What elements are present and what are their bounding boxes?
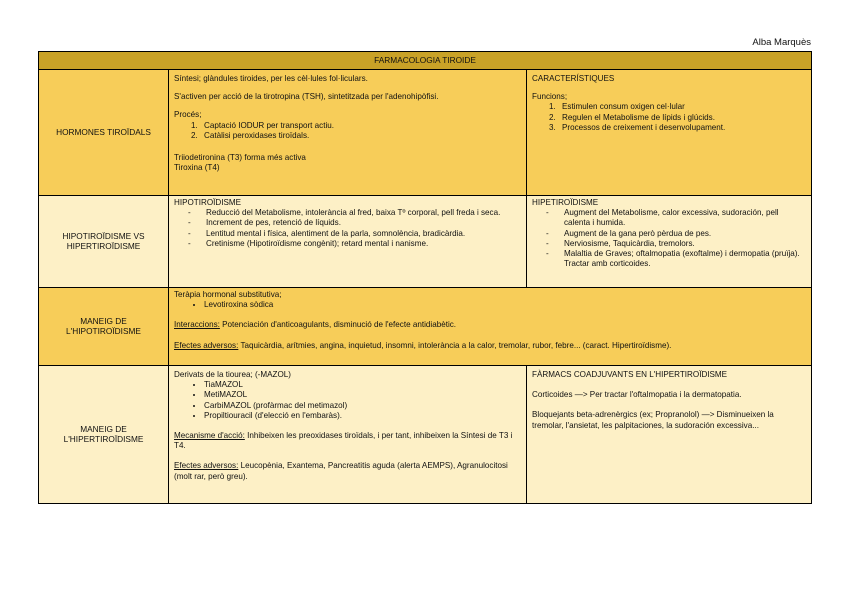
- hyperthyroidism-symptoms: [532, 208, 806, 269]
- list-item: - Increment de pes, retenció de líquids.: [188, 218, 521, 228]
- list-item: 2. Catàlisi peroxidases tiroïdals.: [200, 131, 521, 141]
- derivatives-list: [174, 380, 521, 421]
- hyperthyroidism-cell: [527, 196, 812, 288]
- list-item: 2. Regulen el Metabolisme de lípids i glúcids.: [558, 113, 806, 123]
- pharmacology-table: [38, 51, 812, 504]
- list-item: - Augment del Metabolisme, calor excessiva, sudoración, pell calenta i humida.: [546, 208, 806, 228]
- functions-list: [532, 102, 806, 133]
- row-label-hyper-management: MANEIG DE L'HIPERTIROÏDISME: [39, 366, 169, 504]
- row-label-hypo-management: MANEIG DE L'HIPOTIROÏDISME: [39, 288, 169, 366]
- mechanism-label: Mecanisme d'acció:: [174, 430, 245, 440]
- row-label-hypo-vs-hyper: HIPOTIROÏDISME VS HIPERTIROÏDISME: [39, 196, 169, 288]
- characteristics-cell: [527, 70, 812, 196]
- adjuvant-title: FÀRMACS COADJUVANTS EN L'HIPERTIROÏDISME: [532, 370, 728, 379]
- list-item: • MetiMAZOL: [204, 390, 521, 400]
- adverse-effects-body: Taquicàrdia, arítmies, angina, inquietud, insomni, intolerància a la calor, tremolar, rubor, febre... (caract. Hipertiroïdisme).: [238, 340, 672, 350]
- interactions-label: Interaccions:: [174, 320, 220, 330]
- hypothyroidism-symptoms: [174, 208, 521, 249]
- adverse-effects-label: Efectes adversos:: [174, 340, 239, 350]
- list-item: - Nerviosisme, Taquicàrdia, tremolors.: [546, 239, 806, 249]
- list-item: - Reducció del Metabolisme, intolerància al fred, baixa Tº corporal, pell freda i seca.: [188, 208, 521, 218]
- hyper-adverse-effects-text: [174, 461, 521, 481]
- thiourea-derivatives-cell: [169, 366, 527, 504]
- list-item: - Lentitud mental i física, alentiment de la parla, somnolència, bradicàrdia.: [188, 229, 521, 239]
- hypo-management-cell: [169, 288, 812, 366]
- beta-blockers-text: Bloquejants beta-adrenèrgics (ex; Propranolol) —> Disminueixen la tremolar, l'ansietat, les palpitaciones, la sudoración excessiva...: [532, 410, 774, 430]
- hyperthyroidism-title: HIPETIROÏDISME: [532, 198, 599, 207]
- characteristics-title: CARACTERÍSTIQUES: [532, 74, 615, 83]
- thyroid-hormones-synthesis-cell: [169, 70, 527, 196]
- list-item: • Propiltiouracil (d'elecció en l'embaràs).: [204, 411, 521, 421]
- row-label-thyroid-hormones: HORMONES TIROÏDALS: [39, 70, 169, 196]
- list-item: 1. Captació IODUR per transport actiu.: [200, 121, 521, 131]
- adverse-effects-text: [174, 341, 806, 351]
- hypothyroidism-title: HIPOTIROÏDISME: [174, 198, 242, 207]
- interactions-text: [174, 320, 806, 330]
- table-title: FARMACOLOGIA TIROIDE: [39, 52, 812, 70]
- list-item: - Malaltia de Graves; oftalmopatia (exoftalme) i dermopatia (pruïja). Tractar amb corticoides.: [546, 249, 806, 269]
- list-item: - Cretinisme (Hipotiroïdisme congènit); retard mental i nanisme.: [188, 239, 521, 249]
- synthesis-text: Síntesi; glàndules tiroides, per les cèl·lules fol·liculars.: [174, 74, 368, 83]
- corticoids-text: Corticoides —> Per tractar l'oftalmopatia i la dermatopatia.: [532, 390, 742, 400]
- therapy-list: [174, 300, 806, 310]
- list-item: • TiaMAZOL: [204, 380, 521, 390]
- adjuvant-drugs-cell: [527, 366, 812, 504]
- list-item: 3. Processos de creixement i desenvolupament.: [558, 123, 806, 133]
- t4-text: Tiroxina (T4): [174, 163, 220, 173]
- list-item: • CarbiMAZOL (profàrmac del metimazol): [204, 401, 521, 411]
- t3-text: Triiodetironina (T3) forma més activa: [174, 152, 306, 162]
- hypothyroidism-cell: [169, 196, 527, 288]
- process-title: Procés;: [174, 110, 202, 120]
- list-item: - Augment de la gana però pèrdua de pes.: [546, 229, 806, 239]
- interactions-body: Potenciación d'anticoagulants, disminució de l'efecte antidiabètic.: [219, 320, 457, 330]
- mechanism-body: Inhibeixen les preoxidases tiroïdals, i per tant, inhibeixen la Síntesi de T3 i T4.: [174, 430, 513, 451]
- mechanism-text: [174, 431, 521, 451]
- functions-title: Funcions;: [532, 92, 568, 102]
- process-list: [174, 121, 521, 141]
- activation-text: S'activen per acció de la tirotropina (TSH), sintetitzada per l'adenohipòfisi.: [174, 92, 439, 102]
- list-item: 1. Estimulen consum oxigen cel·lular: [558, 102, 806, 112]
- list-item: • Levotiroxina sòdica: [204, 300, 806, 310]
- therapy-title: Teràpia hormonal substitutiva;: [174, 290, 282, 299]
- derivatives-title: Derivats de la tiourea; (-MAZOL): [174, 370, 291, 379]
- author-name: Alba Marquès: [752, 37, 811, 48]
- hyper-adverse-effects-body: Leucopènia, Exantema, Pancreatitis aguda (alerta AEMPS), Agranulocitosi (molt rar, però greu).: [174, 461, 508, 481]
- hyper-adverse-effects-label: Efectes adversos:: [174, 461, 239, 471]
